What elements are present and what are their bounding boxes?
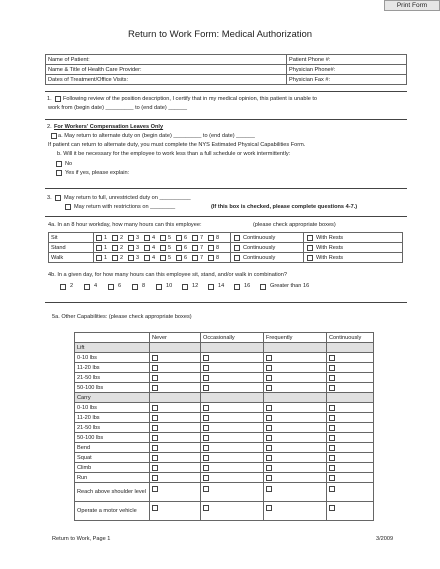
capability-checkbox[interactable] [329, 415, 335, 421]
capability-row [75, 403, 374, 413]
capability-label: 21-50 lbs [75, 373, 150, 383]
patient-info-table [45, 54, 407, 85]
hours-cells [94, 243, 231, 253]
capability-cell [264, 353, 327, 363]
q4b-options [60, 283, 400, 292]
q2b-no-checkbox[interactable] [56, 161, 62, 167]
capability-cell [264, 413, 327, 423]
hour-checkbox[interactable] [192, 235, 198, 241]
combined-hours-label: 6 [118, 283, 122, 289]
header-never: Never [150, 333, 201, 343]
hour-label: 4 [152, 234, 156, 241]
capability-cell [150, 453, 201, 463]
capability-cell [264, 383, 327, 393]
hour-label: 6 [184, 254, 188, 261]
capability-checkbox[interactable] [329, 375, 335, 381]
capability-cell [327, 343, 374, 353]
capability-checkbox[interactable] [203, 375, 209, 381]
capability-cell [201, 373, 264, 383]
patient-phone-field[interactable]: Patient Phone #: [287, 55, 407, 65]
header-blank [75, 333, 150, 343]
hour-checkbox[interactable] [176, 235, 182, 241]
combined-hours-label: 12 [192, 283, 199, 289]
capability-checkbox[interactable] [203, 445, 209, 451]
continuously-cell: Continuously [231, 233, 304, 243]
capability-row [75, 453, 374, 463]
capability-checkbox[interactable] [329, 355, 335, 361]
capability-cell [150, 473, 201, 483]
hour-label: 4 [152, 244, 156, 251]
capability-cell [264, 473, 327, 483]
hour-label: 4 [152, 254, 156, 261]
combined-hours-checkbox[interactable] [156, 284, 162, 290]
capability-group-row [75, 343, 374, 353]
capability-row [75, 502, 374, 521]
capability-checkbox[interactable] [203, 365, 209, 371]
capability-label: Run [75, 473, 150, 483]
hour-checkbox[interactable] [160, 245, 166, 251]
capability-checkbox[interactable] [152, 375, 158, 381]
with-rests-cell: With Rests [304, 243, 403, 253]
capability-cell [201, 453, 264, 463]
header-occasionally: Occasionally [201, 333, 264, 343]
capability-cell [264, 403, 327, 413]
capability-cell [150, 423, 201, 433]
combined-hours-checkbox[interactable] [260, 284, 266, 290]
footer-date: 3/2009 [376, 536, 394, 542]
with-rests-checkbox[interactable] [307, 245, 313, 251]
q2-number: 2. [47, 124, 52, 130]
capability-checkbox[interactable] [152, 445, 158, 451]
combined-hours-checkbox[interactable] [60, 284, 66, 290]
capability-checkbox[interactable] [152, 475, 158, 481]
header-frequently: Frequently [264, 333, 327, 343]
capability-checkbox[interactable] [266, 455, 272, 461]
capability-checkbox[interactable] [203, 505, 209, 511]
hour-checkbox[interactable] [208, 255, 214, 261]
capability-group-row [75, 393, 374, 403]
capability-cell [201, 483, 264, 502]
hour-label: 3 [136, 254, 140, 261]
capability-checkbox[interactable] [152, 425, 158, 431]
q4a-label: 4a. In an 8 hour workday, how many hours can this employee: [48, 222, 202, 228]
continuously-cell: Continuously [231, 243, 304, 253]
capability-label: 11-20 lbs [75, 363, 150, 373]
capability-cell [201, 403, 264, 413]
capability-cell [264, 502, 327, 521]
q2b-no-label: No [65, 161, 73, 167]
hour-label: 5 [168, 234, 172, 241]
capability-checkbox[interactable] [329, 486, 335, 492]
capability-checkbox[interactable] [203, 355, 209, 361]
hour-checkbox[interactable] [96, 255, 102, 261]
capability-label: Squat [75, 453, 150, 463]
capability-checkbox[interactable] [329, 425, 335, 431]
hours-row-stand [49, 243, 403, 253]
capability-checkbox[interactable] [266, 365, 272, 371]
hour-label: 7 [200, 254, 204, 261]
capability-row [75, 483, 374, 502]
q3-full-duty-text: May return to full, unrestricted duty on __________ [64, 195, 191, 201]
q2b-text: b. Will it be necessary for the employee to work less than a full schedule or work intermittently: [57, 151, 291, 157]
q2-heading: For Workers' Compensation Leaves Only [54, 124, 164, 130]
hour-checkbox[interactable] [144, 255, 150, 261]
capability-checkbox[interactable] [329, 365, 335, 371]
capability-cell [150, 483, 201, 502]
row-label: Stand [49, 243, 94, 253]
capability-checkbox[interactable] [203, 475, 209, 481]
capability-checkbox[interactable] [152, 365, 158, 371]
header-continuously: Continuously [327, 333, 374, 343]
capability-checkbox[interactable] [329, 475, 335, 481]
capability-checkbox[interactable] [266, 375, 272, 381]
capability-cell [150, 443, 201, 453]
capability-label: 0-10 lbs [75, 403, 150, 413]
capability-checkbox[interactable] [152, 465, 158, 471]
capability-row [75, 423, 374, 433]
capability-cell [327, 433, 374, 443]
hours-row-walk [49, 253, 403, 263]
q2a-checkbox[interactable] [51, 133, 57, 139]
hour-label: 8 [216, 244, 220, 251]
capability-row [75, 373, 374, 383]
capability-checkbox[interactable] [152, 355, 158, 361]
row-label: Walk [49, 253, 94, 263]
physician-fax-field[interactable]: Physician Fax #: [287, 75, 407, 85]
hour-checkbox[interactable] [144, 245, 150, 251]
capability-checkbox[interactable] [266, 355, 272, 361]
hour-checkbox[interactable] [208, 235, 214, 241]
hour-label: 8 [216, 234, 220, 241]
capability-row [75, 433, 374, 443]
hour-label: 1 [104, 254, 108, 261]
capability-row [75, 443, 374, 453]
continuously-checkbox[interactable] [234, 235, 240, 241]
q3-restrictions-checkbox[interactable] [65, 204, 71, 210]
capability-cell [327, 483, 374, 502]
hour-checkbox[interactable] [192, 245, 198, 251]
capability-cell [327, 353, 374, 363]
q4a-hint: (please check appropriate boxes) [253, 222, 336, 228]
hour-label: 7 [200, 234, 204, 241]
q3-full-duty-checkbox[interactable] [55, 195, 61, 201]
hour-checkbox[interactable] [208, 245, 214, 251]
divider [45, 216, 407, 217]
row-label: Sit [49, 233, 94, 243]
capability-checkbox[interactable] [329, 455, 335, 461]
capability-checkbox[interactable] [266, 415, 272, 421]
divider [45, 119, 407, 120]
hour-checkbox[interactable] [192, 255, 198, 261]
capability-cell [150, 433, 201, 443]
capability-checkbox[interactable] [203, 465, 209, 471]
capability-cell [264, 363, 327, 373]
capability-cell [264, 373, 327, 383]
capability-cell [327, 473, 374, 483]
capability-cell [327, 443, 374, 453]
with-rests-cell: With Rests [304, 253, 403, 263]
treatment-dates-field[interactable]: Dates of Treatment/Office Visits: [46, 75, 287, 85]
print-form-button[interactable]: Print Form [384, 0, 440, 11]
name-of-patient-field[interactable]: Name of Patient: [46, 55, 287, 65]
combined-hours-label: 4 [94, 283, 98, 289]
with-rests-cell: With Rests [304, 233, 403, 243]
capability-row [75, 383, 374, 393]
capability-label: Operate a motor vehicle [75, 502, 150, 521]
capability-checkbox[interactable] [203, 435, 209, 441]
capability-checkbox[interactable] [266, 435, 272, 441]
combined-hours-label: Greater than 16 [270, 283, 310, 289]
divider [45, 91, 407, 92]
continuously-checkbox[interactable] [234, 255, 240, 261]
q3-number: 3. [47, 195, 52, 201]
hour-checkbox[interactable] [160, 235, 166, 241]
capability-label: 21-50 lbs [75, 423, 150, 433]
hour-label: 5 [168, 254, 172, 261]
capability-cell [150, 463, 201, 473]
capability-checkbox[interactable] [266, 475, 272, 481]
combined-hours-checkbox[interactable] [182, 284, 188, 290]
combined-hours-checkbox[interactable] [208, 284, 214, 290]
hour-label: 1 [104, 234, 108, 241]
capability-row [75, 363, 374, 373]
capability-cell [150, 343, 201, 353]
capabilities-table [74, 332, 374, 521]
with-rests-checkbox[interactable] [307, 235, 313, 241]
hour-checkbox[interactable] [112, 255, 118, 261]
q3-note: (If this box is checked, please complete questions 4-7.) [211, 204, 358, 210]
capability-checkbox[interactable] [152, 405, 158, 411]
capability-label: Climb [75, 463, 150, 473]
capability-cell [264, 343, 327, 353]
capability-checkbox[interactable] [266, 445, 272, 451]
capability-cell [201, 423, 264, 433]
hour-checkbox[interactable] [96, 235, 102, 241]
capability-checkbox[interactable] [203, 385, 209, 391]
capability-row [75, 473, 374, 483]
capability-cell [150, 383, 201, 393]
capability-cell [264, 433, 327, 443]
continuously-cell: Continuously [231, 253, 304, 263]
capability-checkbox[interactable] [329, 405, 335, 411]
capability-checkbox[interactable] [152, 486, 158, 492]
capability-label: 11-20 lbs [75, 413, 150, 423]
with-rests-checkbox[interactable] [307, 255, 313, 261]
q3-restrictions-text: May return with restrictions on ________ [74, 204, 176, 210]
combined-hours-checkbox[interactable] [132, 284, 138, 290]
capability-cell [327, 423, 374, 433]
hour-label: 3 [136, 234, 140, 241]
hour-label: 7 [200, 244, 204, 251]
hours-table [48, 232, 403, 263]
capability-checkbox[interactable] [152, 505, 158, 511]
capability-checkbox[interactable] [203, 405, 209, 411]
q1-dates-text: work from (begin date) _________ to (end date) ______ [48, 105, 188, 111]
hour-label: 2 [120, 254, 124, 261]
capability-checkbox[interactable] [152, 435, 158, 441]
capabilities-header-row [75, 333, 374, 343]
hour-checkbox[interactable] [112, 245, 118, 251]
capability-checkbox[interactable] [329, 465, 335, 471]
capability-cell [327, 373, 374, 383]
capability-checkbox[interactable] [266, 385, 272, 391]
hour-label: 8 [216, 254, 220, 261]
capability-checkbox[interactable] [152, 455, 158, 461]
capability-label: Reach above shoulder level [75, 483, 150, 502]
capability-cell [201, 473, 264, 483]
capability-label: Carry [75, 393, 150, 403]
capability-checkbox[interactable] [203, 425, 209, 431]
capability-checkbox[interactable] [329, 445, 335, 451]
capability-cell [327, 403, 374, 413]
q2-info-text: If patient can return to alternate duty, you must complete the NYS Estimated Physical Capabilities Form. [48, 142, 306, 148]
capability-cell [150, 393, 201, 403]
capability-cell [327, 453, 374, 463]
capability-cell [201, 393, 264, 403]
combined-hours-label: 14 [218, 283, 225, 289]
q2b-yes-checkbox[interactable] [56, 170, 62, 176]
q4b-label: 4b. In a given day, for how many hours can this employee sit, stand, and/or walk in combination? [48, 272, 288, 278]
divider [45, 302, 407, 303]
hours-row-sit [49, 233, 403, 243]
capability-cell [327, 363, 374, 373]
capability-cell [264, 393, 327, 403]
provider-name-field[interactable]: Name & Title of Health Care Provider: [46, 65, 287, 75]
capability-cell [201, 343, 264, 353]
combined-hours-checkbox[interactable] [108, 284, 114, 290]
capability-checkbox[interactable] [266, 505, 272, 511]
page-title: Return to Work Form: Medical Authorization [127, 29, 313, 40]
hour-checkbox[interactable] [96, 245, 102, 251]
capability-checkbox[interactable] [266, 425, 272, 431]
combined-hours-label: 2 [70, 283, 74, 289]
capability-cell [201, 353, 264, 363]
hour-checkbox[interactable] [128, 255, 134, 261]
capability-cell [264, 443, 327, 453]
capability-checkbox[interactable] [329, 435, 335, 441]
capability-cell [150, 502, 201, 521]
q1-checkbox[interactable] [55, 96, 61, 102]
q1-number: 1. [47, 96, 52, 102]
capability-cell [201, 383, 264, 393]
q5a-label: 5a. Other Capabilities: (please check appropriate boxes) [52, 314, 192, 320]
capability-cell [264, 463, 327, 473]
capability-checkbox[interactable] [203, 455, 209, 461]
hour-label: 2 [120, 234, 124, 241]
combined-hours-label: 16 [244, 283, 251, 289]
capability-cell [150, 413, 201, 423]
capability-checkbox[interactable] [266, 405, 272, 411]
capability-row [75, 463, 374, 473]
capability-checkbox[interactable] [152, 415, 158, 421]
capability-label: Bend [75, 443, 150, 453]
hour-checkbox[interactable] [176, 255, 182, 261]
capability-cell [201, 463, 264, 473]
capability-cell [327, 463, 374, 473]
capability-label: 50-100 lbs [75, 383, 150, 393]
capability-cell [150, 353, 201, 363]
hour-label: 3 [136, 244, 140, 251]
capability-cell [150, 363, 201, 373]
hour-checkbox[interactable] [112, 235, 118, 241]
capability-cell [327, 502, 374, 521]
capability-cell [264, 423, 327, 433]
combined-hours-label: 8 [142, 283, 146, 289]
hour-label: 6 [184, 234, 188, 241]
hour-checkbox[interactable] [176, 245, 182, 251]
combined-hours-checkbox[interactable] [234, 284, 240, 290]
hours-cells [94, 233, 231, 243]
capability-row [75, 413, 374, 423]
capability-checkbox[interactable] [266, 465, 272, 471]
capability-checkbox[interactable] [203, 486, 209, 492]
hour-checkbox[interactable] [160, 255, 166, 261]
hour-checkbox[interactable] [128, 235, 134, 241]
q1-text: Following review of the position description, I certify that in my medical opinion, this patient is unable to [63, 96, 318, 102]
capability-checkbox[interactable] [266, 486, 272, 492]
capability-cell [201, 363, 264, 373]
capability-cell [201, 433, 264, 443]
hour-label: 2 [120, 244, 124, 251]
hour-label: 1 [104, 244, 108, 251]
capability-checkbox[interactable] [152, 385, 158, 391]
q2a-text: a. May return to alternate duty on (begin date) _________ to (end date) ______ [58, 133, 255, 139]
capability-row [75, 353, 374, 363]
hour-label: 5 [168, 244, 172, 251]
capability-cell [327, 393, 374, 403]
capability-cell [264, 483, 327, 502]
combined-hours-label: 10 [166, 283, 173, 289]
capability-checkbox[interactable] [203, 415, 209, 421]
footer-page-label: Return to Work, Page 1 [52, 536, 111, 542]
capability-cell [201, 443, 264, 453]
hours-cells [94, 253, 231, 263]
capability-checkbox[interactable] [329, 505, 335, 511]
capability-cell [150, 373, 201, 383]
capability-cell [150, 403, 201, 413]
capability-checkbox[interactable] [329, 385, 335, 391]
combined-hours-checkbox[interactable] [84, 284, 90, 290]
divider [45, 188, 407, 189]
hour-checkbox[interactable] [144, 235, 150, 241]
physician-phone-field[interactable]: Physician Phone#: [287, 65, 407, 75]
capability-cell [327, 383, 374, 393]
capability-cell [201, 502, 264, 521]
hour-label: 6 [184, 244, 188, 251]
capability-label: Lift [75, 343, 150, 353]
capability-cell [201, 413, 264, 423]
capability-label: 50-100 lbs [75, 433, 150, 443]
q2b-yes-label: Yes if yes, please explain: [65, 170, 130, 176]
continuously-checkbox[interactable] [234, 245, 240, 251]
capability-label: 0-10 lbs [75, 353, 150, 363]
hour-checkbox[interactable] [128, 245, 134, 251]
capability-cell [264, 453, 327, 463]
capability-cell [327, 413, 374, 423]
